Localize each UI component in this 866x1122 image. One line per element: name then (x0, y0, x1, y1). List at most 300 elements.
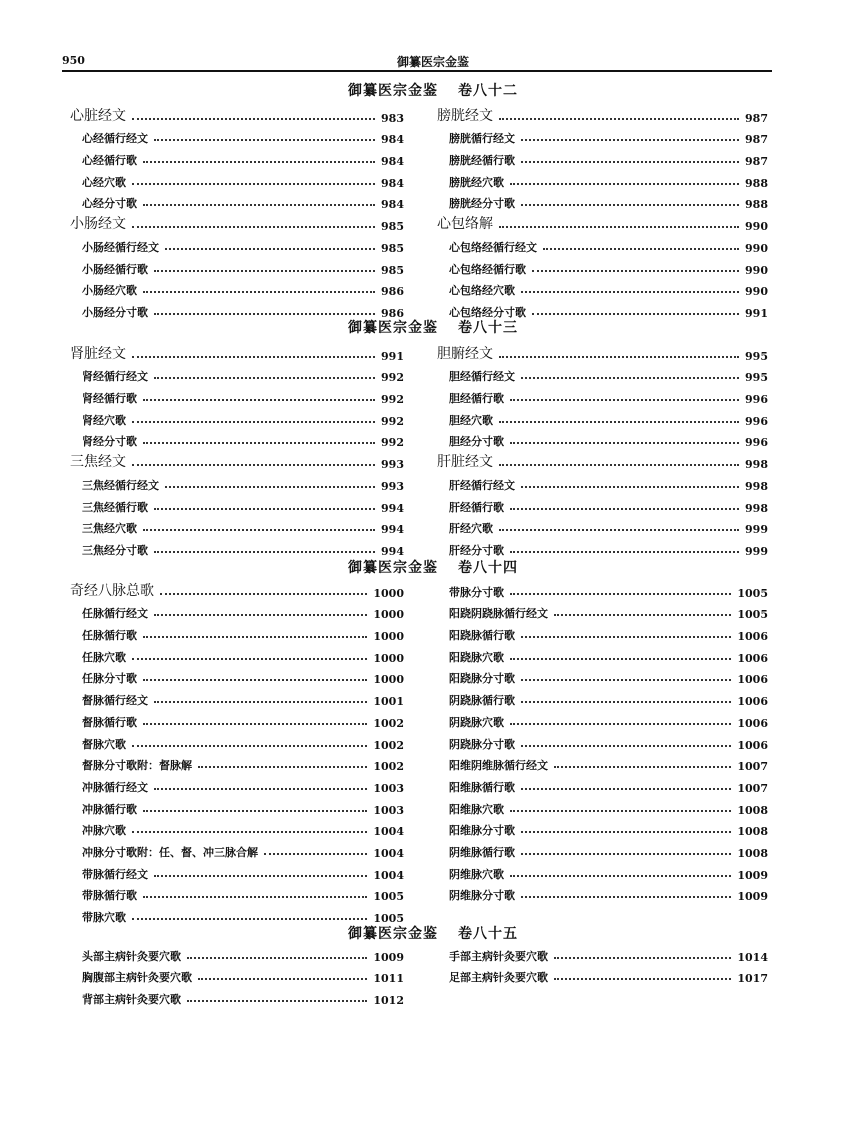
toc-entry[interactable] (437, 882, 768, 904)
dot-leader (510, 183, 739, 185)
toc-entry[interactable] (437, 536, 768, 558)
toc-entry[interactable] (70, 125, 404, 147)
entry-page: 1005 (373, 912, 404, 925)
entry-page: 984 (381, 176, 404, 190)
toc-entry[interactable] (437, 168, 768, 190)
toc-entry[interactable] (70, 449, 404, 471)
entry-title: 任脉分寸歌 (82, 672, 137, 686)
toc-entry[interactable] (437, 406, 768, 428)
entry-title: 阴维脉分寸歌 (449, 889, 515, 903)
dot-leader (554, 978, 731, 980)
toc-column-left (70, 942, 404, 1007)
toc-entry[interactable] (70, 578, 404, 600)
entry-title: 背部主病针灸要穴歌 (82, 993, 181, 1007)
entry-title: 任脉循行经文 (82, 607, 148, 621)
entry-page: 999 (745, 523, 768, 537)
dot-leader (143, 810, 367, 812)
toc-column-right (437, 942, 768, 985)
entry-title: 肾经分寸歌 (82, 435, 137, 449)
dot-leader (510, 810, 731, 812)
toc-entry[interactable] (437, 146, 768, 168)
entry-page: 1009 (737, 890, 768, 904)
toc-entry[interactable] (437, 341, 768, 363)
dot-leader (143, 529, 375, 531)
entry-title: 心经穴歌 (82, 175, 126, 189)
toc-entry[interactable] (70, 384, 404, 406)
dot-leader (132, 745, 367, 747)
entry-page: 1007 (737, 760, 768, 774)
entry-title: 任脉穴歌 (82, 650, 126, 664)
dot-leader (143, 204, 375, 206)
toc-entry[interactable] (437, 190, 768, 212)
entry-page: 986 (381, 306, 404, 320)
dot-leader (521, 636, 731, 638)
entry-page: 1017 (737, 972, 768, 986)
entry-page: 1001 (373, 695, 404, 709)
entry-page: 992 (381, 393, 404, 407)
entry-title: 阴维脉循行歌 (449, 845, 515, 859)
entry-title: 胆经穴歌 (449, 413, 493, 427)
entry-page: 983 (381, 111, 404, 125)
entry-page: 992 (381, 414, 404, 428)
dot-leader (532, 313, 739, 315)
dot-leader (521, 853, 731, 855)
toc-entry[interactable] (437, 942, 768, 964)
entry-page: 1002 (373, 738, 404, 752)
entry-page: 1000 (373, 673, 404, 687)
entry-page: 998 (745, 479, 768, 493)
toc-column-left (70, 578, 404, 925)
entry-title: 三焦经穴歌 (82, 522, 137, 536)
entry-page: 990 (745, 220, 768, 234)
entry-page: 994 (381, 523, 404, 537)
toc-entry[interactable] (70, 817, 404, 839)
dot-leader (143, 679, 367, 681)
entry-page: 987 (745, 111, 768, 125)
entry-title: 膀胱经分寸歌 (449, 197, 515, 211)
toc-entry[interactable] (70, 406, 404, 428)
toc-entry[interactable] (70, 882, 404, 904)
entry-title: 手部主病针灸要穴歌 (449, 949, 548, 963)
entry-title: 胆经分寸歌 (449, 435, 504, 449)
dot-leader (154, 551, 375, 553)
toc-entry[interactable] (437, 493, 768, 515)
dot-leader (510, 658, 731, 660)
entry-page: 1009 (737, 868, 768, 882)
dot-leader (143, 161, 375, 163)
entry-page: 994 (381, 501, 404, 515)
dot-leader (521, 204, 739, 206)
toc-entry[interactable] (70, 860, 404, 882)
toc-entry[interactable] (70, 255, 404, 277)
toc-entry[interactable] (70, 233, 404, 255)
entry-page: 1008 (737, 846, 768, 860)
dot-leader (499, 356, 739, 358)
entry-title: 奇经八脉总歌 (70, 582, 154, 599)
dot-leader (499, 421, 739, 423)
entry-title: 阳跷脉分寸歌 (449, 672, 515, 686)
toc-entry[interactable] (437, 730, 768, 752)
entry-page: 1000 (373, 608, 404, 622)
toc-entry[interactable] (437, 384, 768, 406)
dot-leader (554, 614, 731, 616)
dot-leader (198, 766, 367, 768)
entry-page: 1014 (737, 950, 768, 964)
entry-title: 督脉穴歌 (82, 737, 126, 751)
dot-leader (532, 270, 739, 272)
toc-entry[interactable] (70, 621, 404, 643)
dot-leader (165, 248, 375, 250)
dot-leader (132, 464, 375, 466)
entry-title: 心包络经循行经文 (449, 240, 537, 254)
dot-leader (521, 161, 739, 163)
entry-page: 1003 (373, 781, 404, 795)
toc-entry[interactable] (70, 600, 404, 622)
toc-column-right (437, 103, 768, 320)
entry-title: 小肠经循行歌 (82, 262, 148, 276)
toc-entry[interactable] (437, 665, 768, 687)
entry-title: 阴跷脉穴歌 (449, 715, 504, 729)
entry-page: 1008 (737, 803, 768, 817)
toc-entry[interactable] (70, 752, 404, 774)
volume-heading (0, 317, 866, 337)
toc-column-right (437, 578, 768, 903)
toc-entry[interactable] (437, 860, 768, 882)
entry-page: 1004 (373, 825, 404, 839)
entry-page: 1002 (373, 760, 404, 774)
toc-entry[interactable] (70, 643, 404, 665)
volume-number: 卷八十三 (458, 320, 518, 336)
toc-entry[interactable] (70, 903, 404, 925)
entry-title: 肾经循行歌 (82, 392, 137, 406)
entry-title: 带脉分寸歌 (449, 585, 504, 599)
toc-entry[interactable] (437, 838, 768, 860)
volume-book-title: 御纂医宗金鉴 (348, 83, 438, 99)
toc-column-left (70, 103, 404, 320)
entry-page: 991 (381, 349, 404, 363)
entry-page: 1011 (373, 972, 404, 986)
entry-title: 膀胱经穴歌 (449, 175, 504, 189)
toc-entry[interactable] (437, 211, 768, 233)
entry-title: 小肠经循行经文 (82, 240, 159, 254)
toc-entry[interactable] (70, 190, 404, 212)
toc-entry[interactable] (70, 493, 404, 515)
dot-leader (543, 248, 739, 250)
entry-page: 1008 (737, 825, 768, 839)
entry-page: 994 (381, 544, 404, 558)
entry-page: 998 (745, 501, 768, 515)
entry-page: 999 (745, 544, 768, 558)
toc-entry[interactable] (437, 233, 768, 255)
entry-page: 990 (745, 285, 768, 299)
dot-leader (187, 957, 367, 959)
dot-leader (521, 679, 731, 681)
toc-entry[interactable] (70, 838, 404, 860)
dot-leader (154, 508, 375, 510)
toc-entry[interactable] (437, 621, 768, 643)
dot-leader (187, 1000, 367, 1002)
dot-leader (510, 399, 739, 401)
entry-title: 肝经分寸歌 (449, 543, 504, 557)
entry-title: 胆经循行歌 (449, 392, 504, 406)
entry-title: 肾经循行经文 (82, 370, 148, 384)
entry-page: 1000 (373, 630, 404, 644)
volume-book-title: 御纂医宗金鉴 (348, 320, 438, 336)
toc-entry[interactable] (437, 643, 768, 665)
entry-page: 984 (381, 198, 404, 212)
dot-leader (132, 356, 375, 358)
entry-title: 肝脏经文 (437, 454, 493, 471)
entry-title: 肝经循行经文 (449, 478, 515, 492)
dot-leader (554, 766, 731, 768)
entry-page: 993 (381, 479, 404, 493)
entry-title: 心经分寸歌 (82, 197, 137, 211)
toc-entry[interactable] (70, 665, 404, 687)
dot-leader (521, 377, 739, 379)
entry-title: 阴跷脉循行歌 (449, 694, 515, 708)
entry-page: 1004 (373, 846, 404, 860)
dot-leader (132, 183, 375, 185)
entry-title: 足部主病针灸要穴歌 (449, 971, 548, 985)
toc-entry[interactable] (437, 708, 768, 730)
entry-page: 993 (381, 458, 404, 472)
dot-leader (264, 853, 367, 855)
entry-page: 987 (745, 133, 768, 147)
entry-page: 996 (745, 393, 768, 407)
entry-title: 带脉循行经文 (82, 867, 148, 881)
entry-page: 1006 (737, 695, 768, 709)
toc-entry[interactable] (70, 146, 404, 168)
entry-page: 1003 (373, 803, 404, 817)
entry-title: 肝经穴歌 (449, 522, 493, 536)
toc-entry[interactable] (437, 964, 768, 986)
toc-entry[interactable] (70, 515, 404, 537)
dot-leader (160, 593, 367, 595)
dot-leader (143, 723, 367, 725)
volume-book-title: 御纂医宗金鉴 (348, 926, 438, 942)
entry-title: 心脏经文 (70, 107, 126, 124)
dot-leader (154, 701, 367, 703)
entry-title: 督脉分寸歌附：督脉解 (82, 759, 192, 773)
toc-entry[interactable] (70, 168, 404, 190)
dot-leader (510, 551, 739, 553)
entry-page: 1000 (373, 586, 404, 600)
toc-entry[interactable] (437, 471, 768, 493)
dot-leader (154, 377, 375, 379)
entry-title: 带脉循行歌 (82, 889, 137, 903)
dot-leader (132, 118, 375, 120)
toc-entry[interactable] (70, 942, 404, 964)
entry-title: 膀胱循行经文 (449, 132, 515, 146)
entry-title: 冲脉穴歌 (82, 824, 126, 838)
dot-leader (499, 464, 739, 466)
volume-number: 卷八十二 (458, 83, 518, 99)
entry-title: 小肠经穴歌 (82, 284, 137, 298)
entry-page: 995 (745, 371, 768, 385)
dot-leader (143, 636, 367, 638)
dot-leader (510, 442, 739, 444)
entry-page: 990 (745, 263, 768, 277)
toc-column-right (437, 341, 768, 558)
dot-leader (154, 788, 367, 790)
entry-title: 小肠经文 (70, 216, 126, 233)
entry-page: 987 (745, 155, 768, 169)
volume-heading (0, 923, 866, 943)
dot-leader (499, 118, 739, 120)
entry-title: 心经循行歌 (82, 154, 137, 168)
entry-page: 996 (745, 414, 768, 428)
entry-page: 1006 (737, 673, 768, 687)
entry-title: 阴维脉穴歌 (449, 867, 504, 881)
entry-page: 984 (381, 155, 404, 169)
dot-leader (132, 421, 375, 423)
entry-title: 膀胱经循行歌 (449, 154, 515, 168)
entry-title: 阳维脉穴歌 (449, 802, 504, 816)
entry-page: 992 (381, 371, 404, 385)
toc-entry[interactable] (70, 795, 404, 817)
toc-entry[interactable] (437, 686, 768, 708)
toc-entry[interactable] (437, 817, 768, 839)
dot-leader (510, 723, 731, 725)
entry-title: 心经循行经文 (82, 132, 148, 146)
toc-entry[interactable] (437, 255, 768, 277)
dot-leader (521, 486, 739, 488)
entry-page: 992 (381, 436, 404, 450)
toc-entry[interactable] (70, 341, 404, 363)
dot-leader (132, 831, 367, 833)
toc-entry[interactable] (70, 536, 404, 558)
entry-page: 1005 (737, 586, 768, 600)
toc-entry[interactable] (70, 730, 404, 752)
toc-entry[interactable] (70, 471, 404, 493)
dot-leader (510, 875, 731, 877)
entry-title: 冲脉循行经文 (82, 780, 148, 794)
toc-entry[interactable] (70, 686, 404, 708)
dot-leader (521, 701, 731, 703)
dot-leader (165, 486, 375, 488)
toc-entry[interactable] (437, 363, 768, 385)
entry-title: 心包络经循行歌 (449, 262, 526, 276)
dot-leader (198, 978, 367, 980)
toc-entry[interactable] (437, 752, 768, 774)
entry-title: 胸腹部主病针灸要穴歌 (82, 971, 192, 985)
entry-title: 心包络解 (437, 216, 493, 233)
entry-title: 膀胱经文 (437, 107, 493, 124)
entry-title: 督脉循行经文 (82, 694, 148, 708)
entry-page: 1006 (737, 716, 768, 730)
dot-leader (521, 745, 731, 747)
dot-leader (521, 896, 731, 898)
entry-page: 1007 (737, 781, 768, 795)
entry-page: 988 (745, 176, 768, 190)
dot-leader (143, 291, 375, 293)
toc-entry[interactable] (437, 795, 768, 817)
toc-column-left (70, 341, 404, 558)
volume-number: 卷八十四 (458, 560, 518, 576)
toc-entry[interactable] (70, 964, 404, 986)
toc-entry[interactable] (437, 125, 768, 147)
entry-page: 996 (745, 436, 768, 450)
toc-entry[interactable] (70, 103, 404, 125)
entry-page: 1004 (373, 868, 404, 882)
entry-title: 三焦经分寸歌 (82, 543, 148, 557)
toc-entry[interactable] (437, 515, 768, 537)
entry-page: 995 (745, 349, 768, 363)
toc-entry[interactable] (437, 103, 768, 125)
dot-leader (521, 291, 739, 293)
volume-heading (0, 557, 866, 577)
toc-entry[interactable] (70, 277, 404, 299)
entry-title: 胆腑经文 (437, 345, 493, 362)
entry-page: 985 (381, 263, 404, 277)
entry-title: 心包络经穴歌 (449, 284, 515, 298)
entry-page: 990 (745, 241, 768, 255)
toc-entry[interactable] (70, 708, 404, 730)
entry-title: 冲脉循行歌 (82, 802, 137, 816)
entry-page: 984 (381, 133, 404, 147)
toc-entry[interactable] (437, 277, 768, 299)
entry-title: 三焦经循行歌 (82, 500, 148, 514)
toc-entry[interactable] (70, 363, 404, 385)
entry-title: 阴跷脉分寸歌 (449, 737, 515, 751)
entry-title: 胆经循行经文 (449, 370, 515, 384)
dot-leader (132, 658, 367, 660)
entry-title: 肾经穴歌 (82, 413, 126, 427)
dot-leader (554, 957, 731, 959)
dot-leader (521, 139, 739, 141)
toc-entry[interactable] (70, 985, 404, 1007)
entry-title: 阳维阴维脉循行经文 (449, 759, 548, 773)
entry-title: 阳跷脉循行歌 (449, 629, 515, 643)
entry-title: 心包络经分寸歌 (449, 305, 526, 319)
entry-title: 头部主病针灸要穴歌 (82, 949, 181, 963)
dot-leader (154, 875, 367, 877)
toc-entry[interactable] (437, 428, 768, 450)
entry-title: 冲脉分寸歌附：任、督、冲三脉合解 (82, 845, 258, 859)
entry-page: 1006 (737, 630, 768, 644)
dot-leader (143, 399, 375, 401)
header-rule (62, 70, 772, 72)
dot-leader (521, 788, 731, 790)
entry-title: 肾脏经文 (70, 345, 126, 362)
dot-leader (499, 226, 739, 228)
toc-entry[interactable] (70, 428, 404, 450)
toc-entry[interactable] (70, 211, 404, 233)
entry-page: 998 (745, 458, 768, 472)
toc-entry[interactable] (437, 600, 768, 622)
volume-book-title: 御纂医宗金鉴 (348, 560, 438, 576)
entry-title: 督脉循行歌 (82, 715, 137, 729)
toc-entry[interactable] (437, 449, 768, 471)
dot-leader (143, 442, 375, 444)
entry-page: 1009 (373, 950, 404, 964)
dot-leader (132, 226, 375, 228)
page-number: 950 (62, 54, 85, 67)
toc-entry[interactable] (437, 578, 768, 600)
entry-page: 986 (381, 285, 404, 299)
entry-page: 1006 (737, 651, 768, 665)
entry-title: 肝经循行歌 (449, 500, 504, 514)
running-title: 御纂医宗金鉴 (396, 55, 469, 69)
entry-page: 1005 (737, 608, 768, 622)
toc-entry[interactable] (70, 773, 404, 795)
dot-leader (154, 139, 375, 141)
entry-title: 阳维脉循行歌 (449, 780, 515, 794)
toc-entry[interactable] (437, 773, 768, 795)
entry-page: 985 (381, 241, 404, 255)
dot-leader (510, 508, 739, 510)
dot-leader (154, 270, 375, 272)
